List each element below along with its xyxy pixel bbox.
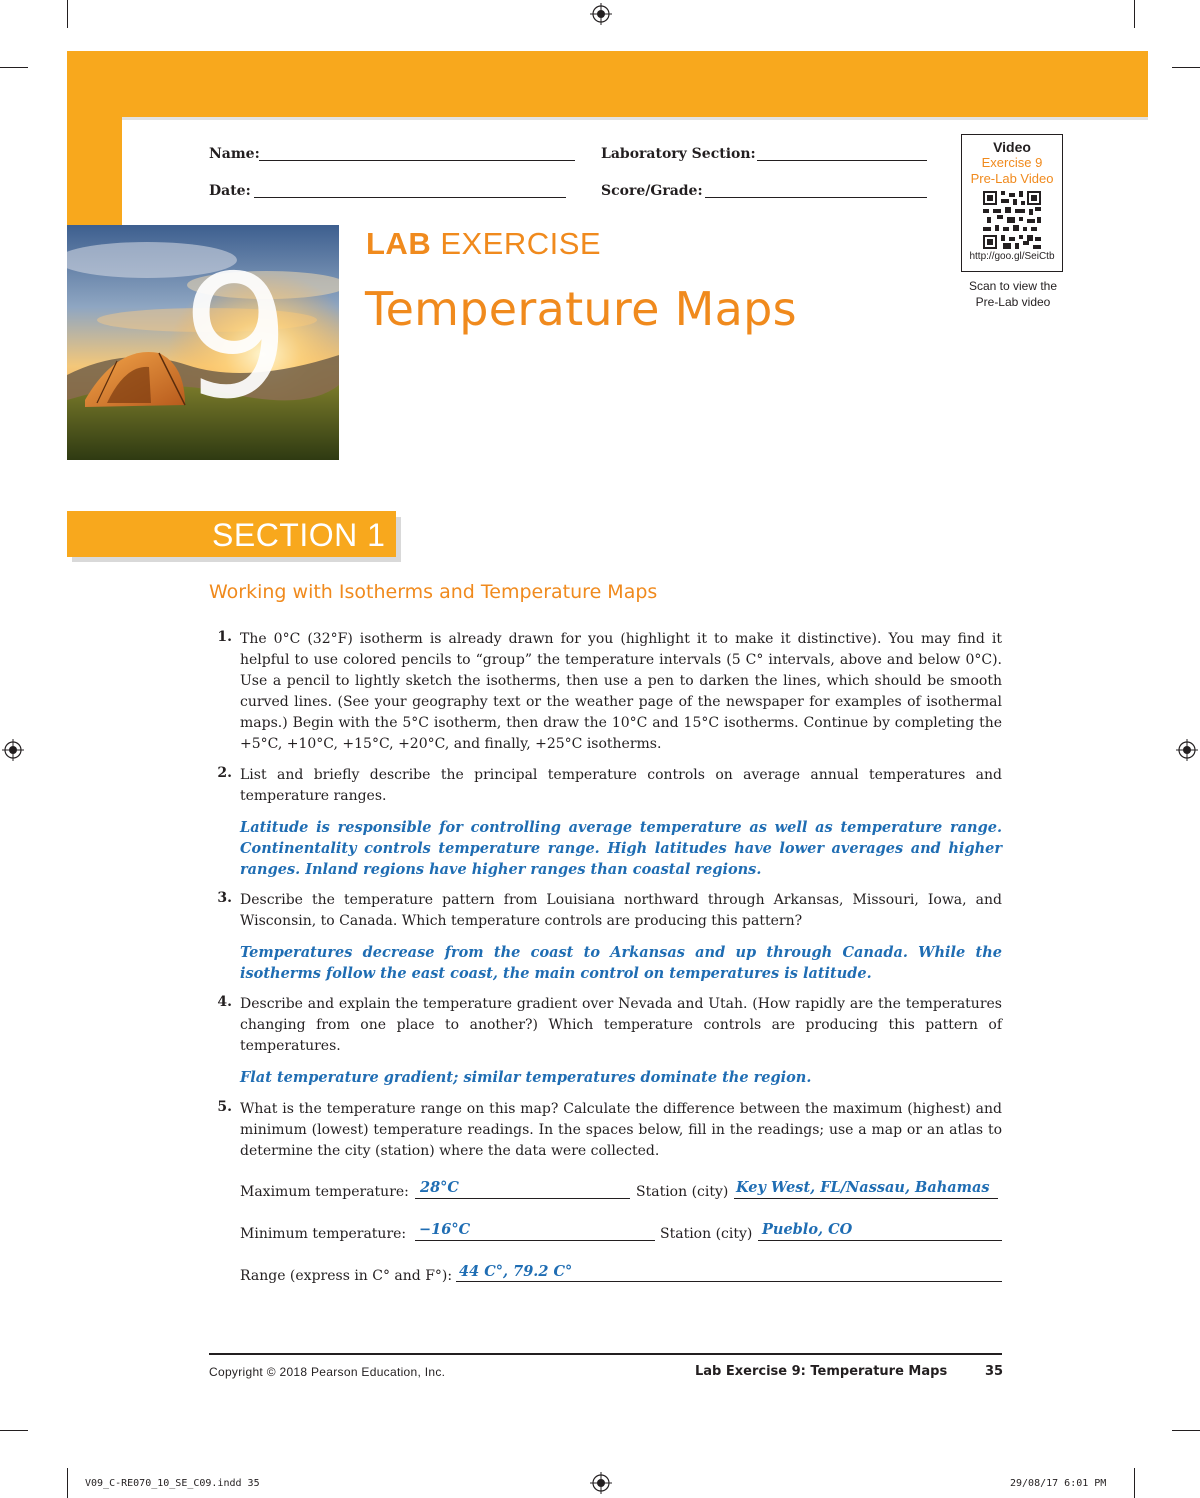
lab-section-label: Laboratory Section: xyxy=(601,146,756,162)
question-number: 5. xyxy=(217,1099,232,1115)
chapter-photo xyxy=(67,225,339,460)
score-field[interactable] xyxy=(705,197,927,198)
range-value: 44 C°, 79.2 C° xyxy=(459,1263,573,1280)
chapter-number: 9 xyxy=(182,239,291,437)
range-label: Range (express in C° and F°): xyxy=(240,1268,453,1284)
question-text: What is the temperature range on this map? Calculate the difference between the maximum (highest) and minimum (lowest) temperature readings. In the spaces below, fill in the readings; use a map or an atlas to determine the city (station) where the data were collected. xyxy=(240,1101,1002,1159)
lab-exercise-bold: LAB xyxy=(366,226,432,261)
video-caption xyxy=(955,278,1071,310)
header-band-left xyxy=(67,51,122,225)
video-title: Video xyxy=(993,139,1031,155)
video-prelab-label: Pre-Lab Video xyxy=(970,171,1054,186)
qr-code-icon[interactable] xyxy=(983,191,1041,249)
question-number: 2. xyxy=(217,765,232,781)
range-field[interactable] xyxy=(456,1281,1002,1282)
date-label: Date: xyxy=(209,183,251,199)
registration-mark-icon xyxy=(2,739,24,761)
crop-mark xyxy=(1172,1430,1200,1431)
video-caption-line: Pre-Lab video xyxy=(975,295,1051,309)
date-field[interactable] xyxy=(254,197,566,198)
section-banner: SECTION 1 xyxy=(67,511,396,557)
footer-rule xyxy=(209,1353,1002,1355)
lab-section-field[interactable] xyxy=(757,160,927,161)
max-temp-field[interactable] xyxy=(415,1198,630,1199)
running-title: Lab Exercise 9: Temperature Maps xyxy=(695,1364,948,1379)
crop-mark xyxy=(0,1430,28,1431)
video-caption-line: Scan to view the xyxy=(968,279,1058,293)
answer-text: Temperatures decrease from the coast to Arkansas and up through Canada. While the isotherms follow the east coast, the main control on temperatures is latitude. xyxy=(240,944,1002,982)
question-text: Describe the temperature pattern from Louisiana northward through Arkansas, Missouri, Iowa, and Wisconsin, to Canada. Which temperature controls are producing this pattern? xyxy=(240,892,1002,929)
question-number: 3. xyxy=(217,890,232,906)
question-text: Describe and explain the temperature gradient over Nevada and Utah. (How rapidly are the temperatures changing from one place to another?) Which temperature controls are producing this pattern of temperatures. xyxy=(240,996,1002,1054)
question-text: List and briefly describe the principal temperature controls on average annual temperatures and temperature ranges. xyxy=(240,767,1002,804)
question-number: 4. xyxy=(217,994,232,1010)
min-temp-label: Minimum temperature: xyxy=(240,1226,407,1242)
chapter-title: Temperature Maps xyxy=(365,282,797,336)
score-label: Score/Grade: xyxy=(601,183,703,199)
station-label: Station (city) xyxy=(636,1184,729,1200)
header-band xyxy=(67,51,1148,117)
crop-mark xyxy=(67,0,68,28)
registration-mark-icon xyxy=(590,3,612,25)
header-band-shadow xyxy=(122,117,1148,120)
slug-file: V09_C-RE070_10_SE_C09.indd 35 xyxy=(85,1478,260,1489)
max-temp-label: Maximum temperature: xyxy=(240,1184,409,1200)
min-station-value: Pueblo, CO xyxy=(762,1221,853,1238)
station-label: Station (city) xyxy=(660,1226,753,1242)
registration-mark-icon xyxy=(1176,739,1198,761)
video-exercise-label: Exercise 9 xyxy=(981,155,1043,170)
max-station-field[interactable] xyxy=(734,1198,998,1199)
answer-text: Flat temperature gradient; similar temperatures dominate the region. xyxy=(240,1069,812,1086)
copyright: Copyright © 2018 Pearson Education, Inc. xyxy=(209,1365,446,1379)
min-temp-field[interactable] xyxy=(415,1240,655,1241)
crop-mark xyxy=(0,67,28,68)
max-temp-value: 28°C xyxy=(420,1179,459,1196)
max-station-value: Key West, FL/Nassau, Bahamas xyxy=(736,1179,990,1196)
crop-mark xyxy=(67,1468,68,1498)
page-number: 35 xyxy=(985,1364,1004,1379)
lab-exercise-rest: EXERCISE xyxy=(431,226,602,261)
min-temp-value: −16°C xyxy=(419,1221,471,1238)
crop-mark xyxy=(1134,0,1135,28)
video-url[interactable]: http://goo.gl/SeiCtb xyxy=(969,251,1055,262)
lab-exercise-label xyxy=(366,226,601,262)
name-field[interactable] xyxy=(259,160,575,161)
section-heading: Working with Isotherms and Temperature Maps xyxy=(209,581,658,603)
video-box[interactable] xyxy=(961,134,1063,272)
registration-mark-icon xyxy=(590,1472,612,1494)
min-station-field[interactable] xyxy=(758,1240,1002,1241)
crop-mark xyxy=(1134,1468,1135,1498)
answer-text: Latitude is responsible for controlling average temperature as well as temperature range. Continentality controls temperature range. High latitudes have lower averages and higher ranges. Inland regions have higher ranges than coastal regions. xyxy=(240,819,1002,878)
question-text: The 0°C (32°F) isotherm is already drawn for you (highlight it to make it distinctive). You may find it helpful to use colored pencils to “group” the temperature intervals (5 C° intervals, above and below 0°C). Use a pencil to lightly sketch the isotherms, then use a pen to darken the lines, which should be smooth curved lines. (See your geography text or the weather page of the newspaper for examples of isothermal maps.) Begin with the 5°C isotherm, then draw the 10°C and 15°C isotherms. Continue by completing the +5°C, +10°C, +15°C, +20°C, and finally, +25°C isotherms. xyxy=(240,631,1002,752)
name-label: Name: xyxy=(209,146,260,162)
slug-date: 29/08/17 6:01 PM xyxy=(1010,1478,1107,1489)
question-number: 1. xyxy=(217,629,232,645)
crop-mark xyxy=(1172,67,1200,68)
